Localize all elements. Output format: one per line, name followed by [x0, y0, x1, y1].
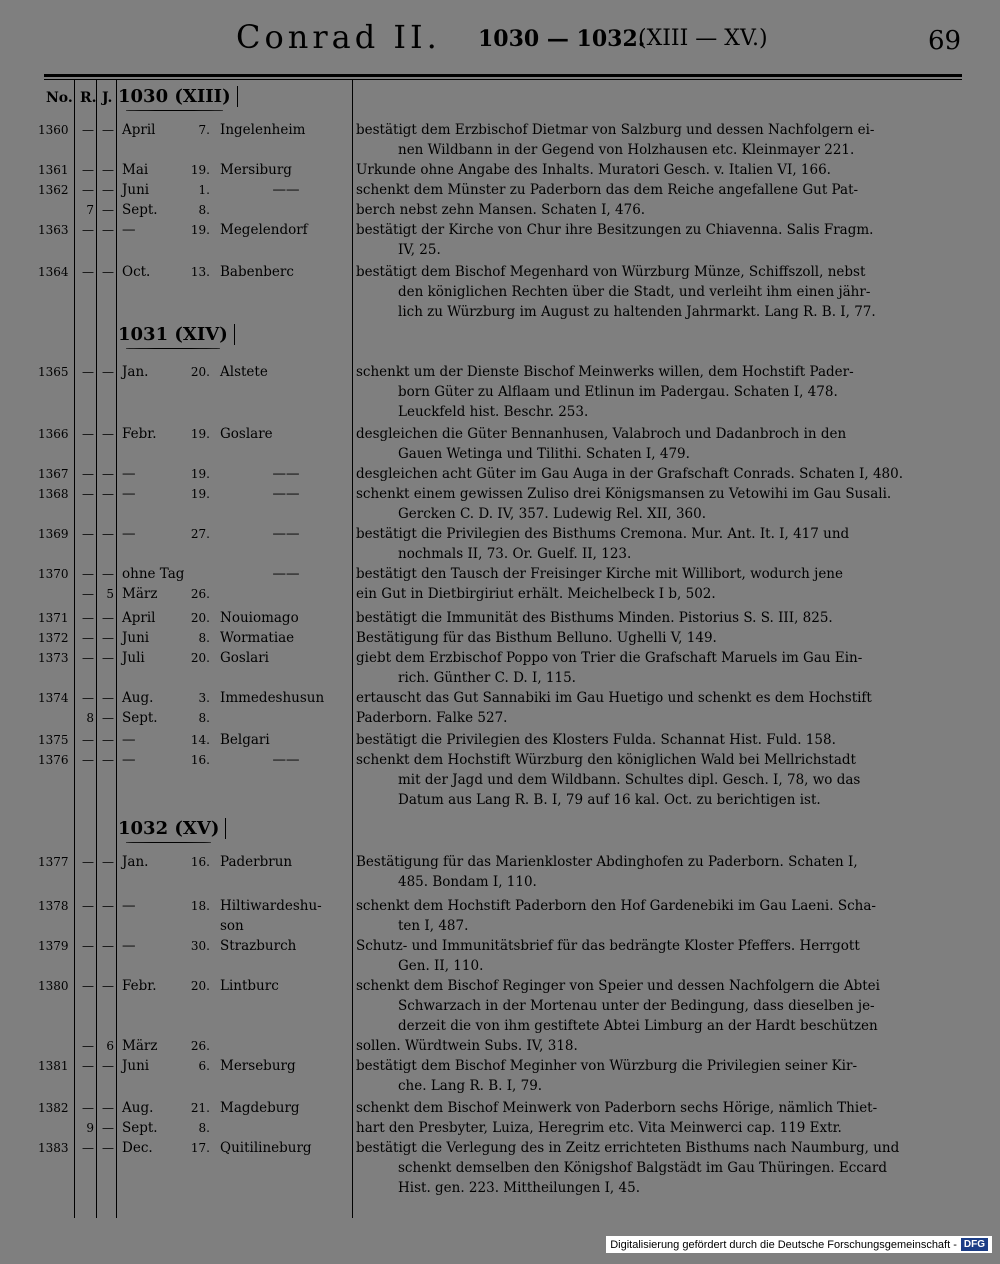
entry-content	[356, 976, 956, 1036]
content-line: bestätigt den Tausch der Freisinger Kirche mit Willibort, wodurch jene	[356, 566, 843, 582]
entry-place: Lintburc	[220, 978, 279, 994]
regnal-year-r: —	[82, 691, 94, 705]
entry-day: 26.	[190, 587, 210, 601]
entry-content	[356, 564, 956, 584]
content-line: schenkt einem gewissen Zuliso drei Königsmansen zu Vetowihi im Gau Susali.	[356, 486, 892, 502]
entry-month: ohne Tag	[122, 566, 185, 582]
entry-content	[356, 936, 956, 976]
regnal-year-j: —	[102, 1059, 114, 1073]
entry-day: 19.	[190, 163, 210, 177]
regnal-year-r: —	[82, 939, 94, 953]
entry-content	[356, 852, 956, 892]
content-line: IV, 25.	[398, 242, 441, 258]
entry-month: —	[122, 222, 136, 238]
entry-month: —	[122, 526, 136, 542]
regnal-year-r: —	[82, 899, 94, 913]
entry-content	[356, 648, 956, 688]
regnal-year-j: —	[102, 855, 114, 869]
entry-month: April	[122, 610, 156, 626]
entry-month: Jan.	[122, 364, 149, 380]
entry-day: 16.	[190, 753, 210, 767]
content-line: lich zu Würzburg im August zu haltenden Jahrmarkt. Lang R. B. I, 77.	[398, 304, 876, 320]
content-line: desgleichen acht Güter im Gau Auga in der Grafschaft Conrads. Schaten I, 480.	[356, 466, 904, 482]
entry-number: 1374	[38, 691, 69, 705]
entry-number: 1377	[38, 855, 69, 869]
entry-day: 20.	[190, 979, 210, 993]
content-line: Bestätigung für das Bisthum Belluno. Ughelli V, 149.	[356, 630, 717, 646]
regnal-year-j: —	[102, 467, 114, 481]
entry-place: ——	[272, 566, 300, 582]
content-line: schenkt demselben den Königshof Balgstädt im Gau Thüringen. Eccard	[398, 1160, 888, 1176]
content-line: Schwarzach in der Mortenau unter der Bedingung, dass dieselben je-	[398, 998, 875, 1014]
entry-day: 8.	[198, 631, 210, 645]
content-line: Paderborn. Falke 527.	[356, 710, 508, 726]
content-line: schenkt dem Hochstift Würzburg den königlichen Wald bei Mellrichstadt	[356, 752, 856, 768]
entry-number: 1367	[38, 467, 69, 481]
content-line: schenkt dem Bischof Meinwerk von Paderborn sechs Hörige, nämlich Thiet-	[356, 1100, 878, 1116]
running-head-name: Conrad II.	[236, 18, 441, 56]
content-line: berch nebst zehn Mansen. Schaten I, 476.	[356, 202, 646, 218]
entry-day: 19.	[190, 223, 210, 237]
regnal-year-j: —	[102, 265, 114, 279]
entry-day: 16.	[190, 855, 210, 869]
content-line: desgleichen die Güter Bennanhusen, Valabroch und Dadanbroch in den	[356, 426, 847, 442]
regnal-year-r: —	[82, 567, 94, 581]
content-line: born Güter zu Alflaam und Etlinun im Padergau. Schaten I, 478.	[398, 384, 838, 400]
entry-place: Immedeshusun	[220, 690, 325, 706]
footer-credit	[606, 1236, 992, 1253]
entry-day: 30.	[190, 939, 210, 953]
entry-number: 1372	[38, 631, 69, 645]
entry-place: ——	[272, 526, 300, 542]
content-line: Gercken C. D. IV, 357. Ludewig Rel. XII, 360.	[398, 506, 707, 522]
entry-day: 21.	[190, 1101, 210, 1115]
content-line: schenkt dem Münster zu Paderborn das dem Reiche angefallene Gut Pat-	[356, 182, 859, 198]
regnal-year-j: —	[102, 203, 114, 217]
entry-place: Wormatiae	[220, 630, 295, 646]
entry-number: 1363	[38, 223, 69, 237]
regnal-year-j: —	[102, 365, 114, 379]
regnal-year-j: —	[102, 427, 114, 441]
content-line: bestätigt der Kirche von Chur ihre Besitzungen zu Chiavenna. Salis Fragm.	[356, 222, 874, 238]
entry-content	[356, 262, 956, 322]
entry-day: 27.	[190, 527, 210, 541]
regnal-year-j: —	[102, 527, 114, 541]
regnal-year-r: —	[82, 467, 94, 481]
dfg-logo: DFG	[961, 1238, 988, 1251]
entry-content	[356, 362, 956, 422]
content-line: bestätigt dem Bischof Meginher von Würzburg die Privilegien seiner Kir-	[356, 1058, 858, 1074]
column-divider-j	[116, 80, 117, 1218]
entry-content	[356, 464, 956, 484]
entry-number: 1383	[38, 1141, 69, 1155]
year-heading: 1032 (XV)	[118, 818, 226, 839]
entry-content	[356, 220, 956, 260]
entry-number: 1373	[38, 651, 69, 665]
entry-place: Nouiomago	[220, 610, 299, 626]
entry-month: —	[122, 732, 136, 748]
entry-month: Juni	[122, 630, 150, 646]
entry-month: —	[122, 486, 136, 502]
entry-number: 1376	[38, 753, 69, 767]
entry-content	[356, 160, 956, 180]
entry-place: ——	[272, 486, 300, 502]
entry-month: März	[122, 586, 158, 602]
entry-content	[356, 1098, 956, 1118]
entry-number: 1365	[38, 365, 69, 379]
content-line: bestätigt die Verlegung des in Zeitz errichteten Bisthums nach Naumburg, und	[356, 1140, 900, 1156]
entry-number: 1382	[38, 1101, 69, 1115]
content-line: ten I, 487.	[398, 918, 469, 934]
regnal-year-j: —	[102, 123, 114, 137]
regnal-year-j: —	[102, 651, 114, 665]
entry-day: 26.	[190, 1039, 210, 1053]
footer-text: Digitalisierung gefördert durch die Deutsche Forschungsgemeinschaft -	[610, 1238, 957, 1251]
entry-content	[356, 1056, 956, 1096]
entry-month: Juni	[122, 182, 150, 198]
column-divider-r	[96, 80, 97, 1218]
regnal-year-r: 7	[86, 203, 94, 217]
content-line: Gauen Wetinga und Tilithi. Schaten I, 479.	[398, 446, 690, 462]
entry-content	[356, 1036, 956, 1056]
column-header-no: No.	[46, 90, 73, 106]
content-line: Bestätigung für das Marienkloster Abdinghofen zu Paderborn. Schaten I,	[356, 854, 858, 870]
regnal-year-j: —	[102, 487, 114, 501]
content-line: nen Wildbann in der Gegend von Holzhausen etc. Kleinmayer 221.	[398, 142, 855, 158]
regnal-year-j: —	[102, 711, 114, 725]
regnal-year-r: —	[82, 1101, 94, 1115]
regnal-year-r: —	[82, 651, 94, 665]
entry-content	[356, 708, 956, 728]
entry-day: 8.	[198, 1121, 210, 1135]
regnal-year-r: —	[82, 1141, 94, 1155]
entry-month: Sept.	[122, 202, 158, 218]
regnal-year-r: —	[82, 631, 94, 645]
regnal-year-j: —	[102, 567, 114, 581]
entry-content	[356, 688, 956, 708]
entry-number: 1379	[38, 939, 69, 953]
entry-month: Sept.	[122, 1120, 158, 1136]
entry-month: Febr.	[122, 426, 157, 442]
entry-month: —	[122, 752, 136, 768]
content-line: 485. Bondam I, 110.	[398, 874, 537, 890]
entry-number: 1364	[38, 265, 69, 279]
entry-day: 3.	[198, 691, 210, 705]
entry-content	[356, 424, 956, 464]
entry-place: ——	[272, 466, 300, 482]
year-heading: 1030 (XIII)	[118, 86, 238, 107]
entry-day: 19.	[190, 427, 210, 441]
entry-place: Strazburch	[220, 938, 297, 954]
content-line: ein Gut in Dietbirgiriut erhält. Meichelbeck I b, 502.	[356, 586, 716, 602]
column-header-j: J.	[102, 90, 113, 106]
entry-place: Belgari	[220, 732, 270, 748]
regnal-year-j: —	[102, 1141, 114, 1155]
regnal-year-r: —	[82, 527, 94, 541]
entry-number: 1378	[38, 899, 69, 913]
regnal-year-r: —	[82, 733, 94, 747]
entry-day: 6.	[198, 1059, 210, 1073]
entry-month: Juni	[122, 1058, 150, 1074]
content-line: rich. Günther C. D. I, 115.	[398, 670, 576, 686]
entry-number: 1381	[38, 1059, 69, 1073]
regnal-year-r: —	[82, 487, 94, 501]
content-line: derzeit die von ihm gestiftete Abtei Limburg an der Hardt beschützen	[398, 1018, 878, 1034]
entry-number: 1380	[38, 979, 69, 993]
entry-place: Merseburg	[220, 1058, 296, 1074]
regnal-year-j: —	[102, 939, 114, 953]
content-line: Datum aus Lang R. B. I, 79 auf 16 kal. Oct. zu berichtigen ist.	[398, 792, 821, 808]
entry-month: Dec.	[122, 1140, 153, 1156]
entry-content	[356, 608, 956, 628]
entry-content	[356, 120, 956, 160]
content-line: giebt dem Erzbischof Poppo von Trier die Grafschaft Maruels im Gau Ein-	[356, 650, 863, 666]
entry-content	[356, 730, 956, 750]
regnal-year-j: —	[102, 631, 114, 645]
entry-day: 14.	[190, 733, 210, 747]
column-divider-no	[74, 80, 75, 1218]
entry-place: Babenberc	[220, 264, 294, 280]
content-line: Gen. II, 110.	[398, 958, 484, 974]
entry-month: —	[122, 466, 136, 482]
entry-content	[356, 1138, 956, 1198]
entry-month: Juli	[122, 650, 145, 666]
entry-month: Mai	[122, 162, 149, 178]
entry-month: April	[122, 122, 156, 138]
regnal-year-r: —	[82, 365, 94, 379]
running-head-numerals: (XIII — XV.)	[638, 26, 768, 51]
regnal-year-r: —	[82, 1039, 94, 1053]
content-line: Schutz- und Immunitätsbrief für das bedrängte Kloster Pfeffers. Herrgott	[356, 938, 860, 954]
entry-month: Aug.	[122, 1100, 154, 1116]
entry-number: 1361	[38, 163, 69, 177]
entry-day: 20.	[190, 611, 210, 625]
regnal-year-j: —	[102, 1121, 114, 1135]
regnal-year-r: —	[82, 123, 94, 137]
regnal-year-j: —	[102, 1101, 114, 1115]
entry-month: Febr.	[122, 978, 157, 994]
content-line: bestätigt dem Erzbischof Dietmar von Salzburg und dessen Nachfolgern ei-	[356, 122, 875, 138]
regnal-year-j: 5	[106, 587, 114, 601]
regnal-year-r: —	[82, 855, 94, 869]
regnal-year-r: —	[82, 163, 94, 177]
entry-content	[356, 584, 956, 604]
entry-month: —	[122, 938, 136, 954]
entry-day: 17.	[190, 1141, 210, 1155]
header-rule	[44, 74, 962, 77]
content-line: nochmals II, 73. Or. Guelf. II, 123.	[398, 546, 632, 562]
column-header-r: R.	[80, 90, 97, 106]
regnal-year-r: 9	[86, 1121, 94, 1135]
entry-day: 7.	[198, 123, 210, 137]
regnal-year-r: 8	[86, 711, 94, 725]
regnal-year-j: —	[102, 691, 114, 705]
entry-number: 1370	[38, 567, 69, 581]
entry-place: Mersiburg	[220, 162, 292, 178]
entry-content	[356, 180, 956, 200]
entry-place: Quitilineburg	[220, 1140, 312, 1156]
entry-place: Megelendorf	[220, 222, 308, 238]
entry-day: 20.	[190, 651, 210, 665]
content-line: bestätigt die Immunität des Bisthums Minden. Pistorius S. S. III, 825.	[356, 610, 833, 626]
entry-day: 8.	[198, 203, 210, 217]
content-line: den königlichen Rechten über die Stadt, und verleiht ihm einen jähr-	[398, 284, 871, 300]
entry-day: 19.	[190, 487, 210, 501]
entry-month: —	[122, 898, 136, 914]
entry-number: 1369	[38, 527, 69, 541]
column-divider-place	[352, 80, 353, 1218]
regnal-year-j: —	[102, 753, 114, 767]
entry-number: 1360	[38, 123, 69, 137]
entry-number: 1366	[38, 427, 69, 441]
entry-month: März	[122, 1038, 158, 1054]
content-line: che. Lang R. B. I, 79.	[398, 1078, 543, 1094]
regnal-year-r: —	[82, 223, 94, 237]
entry-place: Magdeburg	[220, 1100, 300, 1116]
entry-day: 19.	[190, 467, 210, 481]
entry-day: 20.	[190, 365, 210, 379]
entry-place: Goslari	[220, 650, 269, 666]
regnal-year-r: —	[82, 183, 94, 197]
entry-content	[356, 200, 956, 220]
entry-month: Aug.	[122, 690, 154, 706]
content-line: Leuckfeld hist. Beschr. 253.	[398, 404, 589, 420]
entry-place: Paderbrun	[220, 854, 293, 870]
regnal-year-j: —	[102, 899, 114, 913]
regnal-year-r: —	[82, 587, 94, 601]
regnal-year-j: —	[102, 183, 114, 197]
regnal-year-j: —	[102, 733, 114, 747]
regnal-year-r: —	[82, 265, 94, 279]
regnal-year-j: 6	[106, 1039, 114, 1053]
entry-content	[356, 1118, 956, 1138]
regnal-year-r: —	[82, 753, 94, 767]
entry-number: 1375	[38, 733, 69, 747]
content-line: bestätigt dem Bischof Megenhard von Würzburg Münze, Schiffszoll, nebst	[356, 264, 866, 280]
content-line: bestätigt die Privilegien des Bisthums Cremona. Mur. Ant. It. I, 417 und	[356, 526, 850, 542]
entry-content	[356, 750, 956, 810]
header-rule-thin	[44, 79, 962, 80]
content-line: hart den Presbyter, Luiza, Heregrim etc. Vita Meinwerci cap. 119 Extr.	[356, 1120, 842, 1136]
entry-place: Goslare	[220, 426, 273, 442]
content-line: mit der Jagd und dem Wildbann. Schultes dipl. Gesch. I, 78, wo das	[398, 772, 861, 788]
regnal-year-r: —	[82, 611, 94, 625]
entry-place: ——	[272, 182, 300, 198]
content-line: Hist. gen. 223. Mittheilungen I, 45.	[398, 1180, 640, 1196]
entry-place: ——	[272, 752, 300, 768]
content-line: schenkt dem Bischof Reginger von Speier und dessen Nachfolgern die Abtei	[356, 978, 880, 994]
entry-day: 1.	[198, 183, 210, 197]
regnal-year-r: —	[82, 979, 94, 993]
entry-content	[356, 524, 956, 564]
entry-content	[356, 628, 956, 648]
content-line: ertauscht das Gut Sannabiki im Gau Huetigo und schenkt es dem Hochstift	[356, 690, 872, 706]
entry-day: 13.	[190, 265, 210, 279]
content-line: sollen. Würdtwein Subs. IV, 318.	[356, 1038, 578, 1054]
entry-month: Oct.	[122, 264, 151, 280]
entry-day: 8.	[198, 711, 210, 725]
regnal-year-j: —	[102, 163, 114, 177]
content-line: bestätigt die Privilegien des Klosters Fulda. Schannat Hist. Fuld. 158.	[356, 732, 836, 748]
content-line: Urkunde ohne Angabe des Inhalts. Muratori Gesch. v. Italien VI, 166.	[356, 162, 831, 178]
entry-month: Sept.	[122, 710, 158, 726]
entry-place: Alstete	[220, 364, 268, 380]
entry-place: Ingelenheim	[220, 122, 306, 138]
regnal-year-j: —	[102, 611, 114, 625]
entry-number: 1371	[38, 611, 69, 625]
regnal-year-j: —	[102, 979, 114, 993]
entry-content	[356, 896, 956, 936]
content-line: schenkt um der Dienste Bischof Meinwerks willen, dem Hochstift Pader-	[356, 364, 854, 380]
entry-number: 1368	[38, 487, 69, 501]
entry-number: 1362	[38, 183, 69, 197]
running-head-years: 1030 — 1032.	[478, 26, 646, 52]
entry-month: Jan.	[122, 854, 149, 870]
entry-day: 18.	[190, 899, 210, 913]
content-line: schenkt dem Hochstift Paderborn den Hof Gardenebiki im Gau Laeni. Scha-	[356, 898, 876, 914]
regnal-year-r: —	[82, 427, 94, 441]
regnal-year-j: —	[102, 223, 114, 237]
regnal-year-r: —	[82, 1059, 94, 1073]
year-heading: 1031 (XIV)	[118, 324, 235, 345]
entry-place: Hiltiwardeshu- son	[220, 898, 322, 934]
entry-content	[356, 484, 956, 524]
page-number: 69	[928, 26, 962, 56]
